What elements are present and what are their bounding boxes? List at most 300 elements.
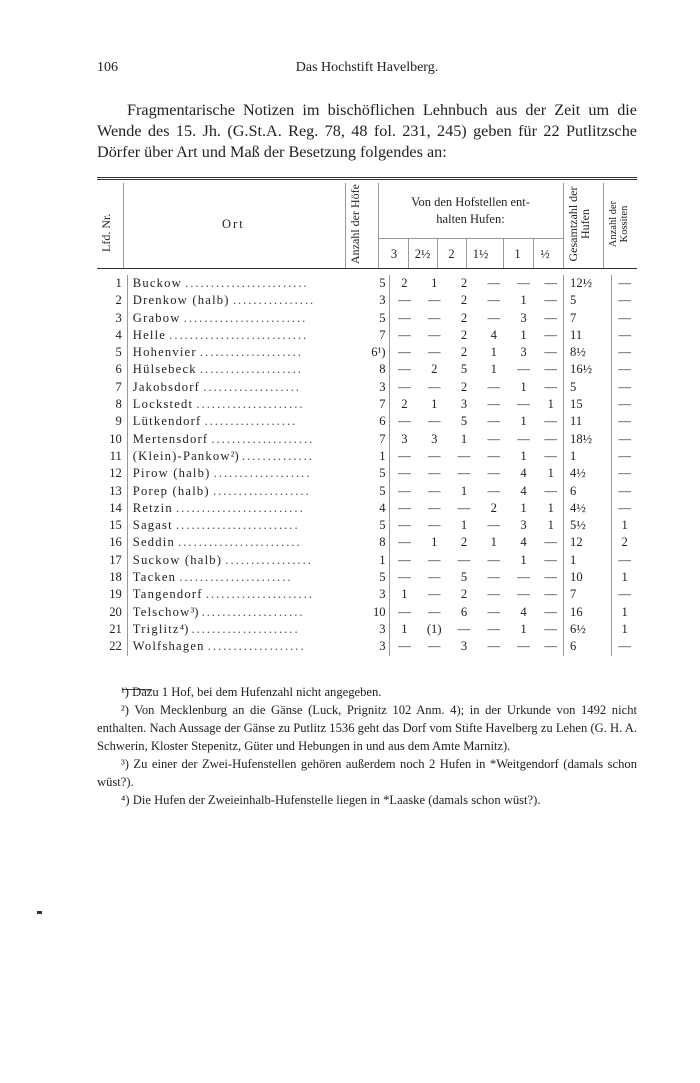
cell-h1: 3 — [520, 518, 527, 533]
cell-h1: 1 — [520, 621, 527, 636]
footnote-marker: ⁴) — [179, 621, 189, 636]
cell-kos: 1 — [621, 518, 628, 533]
cell-ges: 4½ — [564, 465, 612, 482]
leader-dots: ........................ — [176, 518, 300, 533]
cell-ah: 5 — [357, 517, 389, 534]
table-row — [97, 604, 637, 621]
cell-h25: — — [427, 587, 441, 602]
cell-h1: 3 — [520, 310, 527, 325]
cell-h2: 2 — [460, 345, 468, 360]
cell-h2: — — [457, 500, 471, 515]
cell-h1: 1 — [520, 500, 527, 515]
table-row — [97, 361, 637, 378]
cell-nr: 7 — [97, 379, 127, 396]
cell-kos: 1 — [621, 621, 628, 636]
cell-h1: 1 — [520, 293, 527, 308]
cell-hh: — — [538, 310, 563, 327]
cell-kos: 2 — [621, 535, 628, 550]
cell-h2: 5 — [460, 362, 468, 377]
cell-h1: 1 — [520, 552, 527, 567]
leader-dots: ........................ — [178, 535, 302, 550]
cell-hh: — — [538, 292, 563, 309]
header-divider — [603, 183, 604, 268]
cell-nr: 8 — [97, 396, 127, 413]
cell-h1: 4 — [520, 483, 527, 498]
header-divider — [563, 183, 564, 268]
table-body — [97, 275, 637, 656]
cell-h25: — — [427, 310, 441, 325]
cell-hh: — — [538, 569, 563, 586]
cell-ges: 11 — [564, 413, 612, 430]
cell-h2: — — [457, 448, 471, 463]
cell-h3: 2 — [401, 397, 408, 412]
cell-kos: — — [618, 500, 631, 515]
cell-h15: — — [487, 639, 501, 654]
cell-nr: 17 — [97, 552, 127, 569]
cell-nr: 2 — [97, 292, 127, 309]
cell-ort — [127, 552, 356, 569]
table-row — [97, 638, 637, 655]
cell-h25: — — [427, 604, 441, 619]
cell-nr: 21 — [97, 621, 127, 638]
leader-dots: .................... — [211, 431, 315, 446]
header-divider — [437, 238, 438, 268]
cell-nr: 20 — [97, 604, 127, 621]
cell-h15: — — [487, 518, 501, 533]
page-header — [97, 60, 637, 80]
cell-h25: 2 — [431, 362, 438, 377]
cell-hh: 1 — [538, 396, 563, 413]
cell-h2: 1 — [460, 431, 468, 446]
cell-h15: — — [487, 552, 501, 567]
header-divider — [466, 238, 467, 268]
header-ort: Ort — [222, 217, 245, 231]
cell-h25: — — [427, 639, 441, 654]
place-name: Retzin — [132, 500, 173, 515]
cell-h2: — — [457, 552, 471, 567]
header-divider — [408, 238, 409, 268]
cell-nr: 15 — [97, 517, 127, 534]
cell-hh: — — [538, 379, 563, 396]
cell-h2: 2 — [460, 587, 468, 602]
place-name: Buckow — [132, 276, 182, 290]
cell-h1: — — [517, 639, 530, 654]
cell-h1: 3 — [520, 345, 527, 360]
cell-ges: 11 — [564, 327, 612, 344]
place-name: Triglitz — [132, 621, 180, 636]
cell-h1: — — [517, 431, 530, 446]
cell-ah: 5 — [357, 465, 389, 482]
header-group-line1: Von den Hofstellen ent- — [411, 195, 530, 209]
cell-h2: — — [457, 621, 471, 636]
table-row — [97, 344, 637, 361]
header-h2: 2 — [448, 247, 455, 261]
cell-h3: — — [398, 518, 411, 533]
cell-ges: 4½ — [564, 500, 612, 517]
cell-h2: 2 — [460, 379, 468, 394]
cell-nr: 11 — [97, 448, 127, 465]
cell-ah: 7 — [357, 431, 389, 448]
cell-h1: 1 — [520, 448, 527, 463]
leader-dots: ..................... — [196, 397, 305, 412]
cell-h15: 1 — [490, 535, 497, 550]
cell-ges: 15 — [564, 396, 612, 413]
cell-ges: 6 — [564, 638, 612, 655]
footnote: ⁴) Die Hufen der Zweieinhalb-Hufenstelle liegen in *Laaske (damals schon wüst?). — [121, 793, 541, 807]
cell-ort — [127, 569, 356, 586]
cell-h3: — — [398, 448, 411, 463]
cell-ah: 5 — [357, 310, 389, 327]
footnote: ¹) Dazu 1 Hof, bei dem Hufenzahl nicht angegeben. — [121, 685, 382, 699]
cell-h1: — — [517, 362, 530, 377]
cell-ah: 3 — [357, 586, 389, 603]
cell-hh: — — [538, 275, 563, 292]
leader-dots: ................... — [203, 379, 302, 394]
cell-ges: 12½ — [564, 275, 612, 292]
cell-hh: — — [538, 448, 563, 465]
cell-ah: 8 — [357, 361, 389, 378]
cell-ges: 7 — [564, 586, 612, 603]
cell-nr: 5 — [97, 344, 127, 361]
cell-hh: — — [538, 327, 563, 344]
cell-hh: — — [538, 431, 563, 448]
cell-kos: — — [618, 466, 631, 481]
leader-dots: .................. — [204, 414, 298, 429]
cell-ort — [127, 638, 356, 655]
cell-kos: — — [618, 397, 631, 412]
running-head: Das Hochstift Havelberg. — [295, 60, 439, 75]
cell-nr: 22 — [97, 638, 127, 655]
header-anzahl-hoefe: Anzahl der Höfe — [348, 184, 362, 264]
cell-h25: — — [427, 518, 441, 533]
cell-kos: — — [618, 310, 631, 325]
cell-ah: 7 — [357, 327, 389, 344]
cell-h15: — — [487, 414, 501, 429]
cell-nr: 16 — [97, 534, 127, 551]
table-row — [97, 431, 637, 448]
cell-ort — [127, 344, 356, 361]
header-divider — [123, 183, 124, 268]
header-h15: 1½ — [472, 247, 489, 261]
cell-ges: 1 — [564, 552, 612, 569]
cell-h25: — — [427, 466, 441, 481]
intro-paragraph — [97, 100, 637, 163]
footnote: ²) Von Mecklenburg an die Gänse (Luck, Prignitz 102 Anm. 4); in der Urkunde von 1492 nicht enthalten. Nach Aussage der Gänse zu Putlitz 1536 geht das Dorf vom Stifte Havelberg zu Lehen (G. H. A. Schwerin, Kloster Stepenitz, Güter und Hebungen in und aus dem Amte Marnitz). — [97, 703, 637, 753]
table-row — [97, 586, 637, 603]
footnote-marker: ³) — [190, 604, 199, 619]
cell-hh: — — [538, 604, 563, 621]
cell-h1: — — [517, 587, 530, 602]
cell-ges: 16½ — [564, 361, 612, 378]
place-name: Hohenvier — [132, 345, 197, 360]
cell-h25: 1 — [431, 276, 438, 290]
cell-ort — [127, 396, 356, 413]
header-gesamt: Gesamtzahl der Hufen — [566, 186, 592, 262]
header-group-line2: halten Hufen: — [436, 212, 505, 226]
cell-hh: — — [538, 621, 563, 638]
header-h1: 1 — [514, 247, 521, 261]
cell-ah: 5 — [357, 569, 389, 586]
cell-nr: 4 — [97, 327, 127, 344]
cell-kos: — — [618, 431, 631, 446]
cell-hh: — — [538, 483, 563, 500]
leader-dots: .................... — [199, 345, 303, 360]
cell-h3: — — [398, 604, 411, 619]
leader-dots: ................... — [212, 483, 311, 498]
footnote: ³) Zu einer der Zwei-Hufenstellen gehören außerdem noch 2 Hufen in *Weitgendorf (damals schon wüst?). — [97, 757, 637, 789]
leader-dots: ................... — [213, 466, 312, 481]
leader-dots: ........................ — [183, 310, 308, 325]
cell-h15: — — [487, 379, 501, 394]
cell-ah: 8 — [357, 534, 389, 551]
cell-kos: — — [618, 293, 631, 308]
cell-h15: — — [487, 293, 501, 308]
leader-dots: ......................... — [176, 500, 305, 515]
cell-kos: — — [618, 587, 631, 602]
cell-h1: 4 — [520, 535, 527, 550]
table-row — [97, 517, 637, 534]
cell-kos: — — [618, 345, 631, 360]
place-name: Lockstedt — [132, 397, 194, 412]
header-h25: 2½ — [414, 247, 431, 261]
cell-h1: 1 — [520, 327, 527, 342]
cell-kos: — — [618, 362, 631, 377]
cell-h15: — — [487, 466, 501, 481]
cell-h15: 2 — [490, 500, 497, 515]
cell-ort — [127, 534, 356, 551]
table-row — [97, 569, 637, 586]
cell-nr: 9 — [97, 413, 127, 430]
cell-h3: — — [398, 293, 411, 308]
cell-h3: — — [398, 483, 411, 498]
cell-h15: — — [487, 431, 501, 446]
cell-ges: 16 — [564, 604, 612, 621]
cell-hh: — — [538, 361, 563, 378]
leader-dots: ..................... — [205, 587, 314, 602]
header-divider — [533, 238, 534, 268]
cell-h2: 2 — [460, 293, 468, 308]
table-row — [97, 621, 637, 638]
cell-hh: 1 — [538, 500, 563, 517]
cell-h3: — — [398, 379, 411, 394]
cell-ort — [127, 413, 356, 430]
cell-kos: — — [618, 448, 631, 463]
place-name: Pirow (halb) — [132, 466, 211, 481]
cell-ah: 6¹) — [357, 344, 389, 361]
cell-ort — [127, 292, 356, 309]
cell-ges: 6 — [564, 483, 612, 500]
cell-kos: — — [618, 379, 631, 394]
data-table — [97, 275, 637, 656]
cell-nr: 13 — [97, 483, 127, 500]
cell-h3: — — [398, 535, 411, 550]
cell-h15: — — [487, 310, 501, 325]
cell-ges: 5 — [564, 292, 612, 309]
cell-kos: — — [618, 639, 631, 654]
table-row — [97, 534, 637, 551]
place-name: Suckow (halb) — [132, 552, 223, 567]
cell-h1: 1 — [520, 414, 527, 429]
cell-h25: — — [427, 327, 441, 342]
cell-h15: — — [487, 604, 501, 619]
cell-h25: 3 — [431, 431, 438, 446]
cell-ah: 5 — [357, 275, 389, 292]
place-name: Grabow — [132, 310, 181, 325]
cell-h25: — — [427, 552, 441, 567]
cell-ah: 3 — [357, 638, 389, 655]
cell-ges: 8½ — [564, 344, 612, 361]
leader-dots: ..................... — [191, 621, 300, 636]
cell-h2: 5 — [460, 570, 468, 585]
place-name: Tangendorf — [132, 587, 203, 602]
cell-ges: 5½ — [564, 517, 612, 534]
cell-h25: (1) — [426, 621, 442, 636]
header-divider — [503, 238, 504, 268]
cell-nr: 18 — [97, 569, 127, 586]
cell-h1: — — [517, 276, 530, 290]
cell-nr: 3 — [97, 310, 127, 327]
cell-h25: — — [427, 448, 441, 463]
place-name: Seddin — [132, 535, 175, 550]
cell-ah: 1 — [357, 448, 389, 465]
cell-h25: — — [427, 379, 441, 394]
table-row — [97, 310, 637, 327]
cell-ah: 3 — [357, 379, 389, 396]
cell-h1: — — [517, 397, 530, 412]
leader-dots: ........................... — [169, 327, 309, 342]
cell-hh: 1 — [538, 517, 563, 534]
cell-ort — [127, 327, 356, 344]
cell-ort — [127, 500, 356, 517]
table-row — [97, 552, 637, 569]
footnotes — [97, 683, 637, 809]
cell-h15: 4 — [490, 327, 497, 342]
page-number: 106 — [97, 60, 118, 75]
intro-text: Fragmentarische Notizen im bischöflichen Lehnbuch aus der Zeit um die Wende des 15. Jh. (G.St.A. Reg. 78, 48 fol. 231, 245) geben für 22 Putlitzsche Dörfer über Art und Maß der Besetzung folgendes an: — [97, 101, 637, 161]
table-top-rule — [97, 177, 637, 180]
cell-h3: — — [398, 362, 411, 377]
cell-h25: 1 — [431, 535, 438, 550]
place-name: Wolfshagen — [132, 639, 205, 654]
cell-h2: 1 — [460, 518, 468, 533]
cell-h3: — — [398, 345, 411, 360]
cell-nr: 6 — [97, 361, 127, 378]
header-divider — [378, 183, 379, 268]
cell-ort — [127, 431, 356, 448]
cell-ort — [127, 465, 356, 482]
cell-ah: 1 — [357, 552, 389, 569]
cell-ah: 6 — [357, 413, 389, 430]
cell-h3: 1 — [401, 621, 408, 636]
leader-dots: ................ — [232, 293, 316, 308]
cell-h2: 3 — [460, 639, 468, 654]
cell-kos: — — [618, 483, 631, 498]
cell-hh: — — [538, 413, 563, 430]
cell-ort — [127, 379, 356, 396]
cell-nr: 12 — [97, 465, 127, 482]
table-row — [97, 379, 637, 396]
cell-h3: 3 — [401, 431, 408, 446]
cell-kos: — — [618, 552, 631, 567]
group-underline — [378, 238, 563, 239]
cell-h3: — — [398, 639, 411, 654]
table-row — [97, 465, 637, 482]
place-name: Porep (halb) — [132, 483, 210, 498]
cell-hh: — — [538, 586, 563, 603]
table-header-rule — [97, 268, 637, 269]
cell-ort — [127, 604, 356, 621]
cell-hh: — — [538, 344, 563, 361]
cell-hh: — — [538, 552, 563, 569]
cell-ort — [127, 448, 356, 465]
cell-h15: — — [487, 483, 501, 498]
cell-h15: — — [487, 587, 501, 602]
table-row — [97, 327, 637, 344]
cell-nr: 19 — [97, 586, 127, 603]
place-name: Helle — [132, 327, 167, 342]
cell-ges: 1 — [564, 448, 612, 465]
table-row — [97, 500, 637, 517]
cell-h3: — — [398, 500, 411, 515]
cell-nr: 1 — [97, 275, 127, 292]
leader-dots: ...................... — [179, 570, 293, 585]
cell-h1: 4 — [520, 466, 527, 481]
cell-nr: 14 — [97, 500, 127, 517]
table-row — [97, 396, 637, 413]
cell-ah: 7 — [357, 396, 389, 413]
cell-h25: — — [427, 483, 441, 498]
cell-ah: 5 — [357, 483, 389, 500]
place-name: Mertensdorf — [132, 431, 209, 446]
cell-h25: — — [427, 570, 441, 585]
header-h3: 3 — [390, 247, 398, 261]
place-name: Tacken — [132, 570, 177, 585]
cell-h2: 2 — [460, 276, 468, 290]
cell-h3: — — [398, 327, 411, 342]
cell-ort — [127, 361, 356, 378]
table-row — [97, 483, 637, 500]
cell-ort — [127, 275, 356, 292]
table-row — [97, 413, 637, 430]
cell-h15: — — [487, 448, 501, 463]
cell-hh: — — [538, 638, 563, 655]
cell-ah: 10 — [357, 604, 389, 621]
cell-ges: 7 — [564, 310, 612, 327]
cell-h3: — — [398, 414, 411, 429]
cell-h2: 2 — [460, 327, 468, 342]
cell-h3: — — [398, 552, 411, 567]
place-name: Telschow — [132, 604, 191, 619]
leader-dots: .................... — [201, 604, 305, 619]
cell-kos: — — [618, 276, 631, 290]
cell-ort — [127, 310, 356, 327]
place-name: (Klein)-Pankow — [132, 448, 231, 463]
leader-dots: ................... — [207, 639, 306, 654]
leader-dots: .................... — [199, 362, 303, 377]
place-name: Sagast — [132, 518, 173, 533]
cell-h2: 2 — [460, 535, 468, 550]
cell-h2: 1 — [460, 483, 468, 498]
cell-h2: 3 — [460, 397, 468, 412]
leader-dots: ........................ — [185, 276, 309, 290]
cell-h25: — — [427, 414, 441, 429]
cell-h3: — — [398, 310, 411, 325]
cell-h25: — — [427, 293, 441, 308]
cell-h15: 1 — [490, 345, 497, 360]
footnote-marker: ²) — [230, 448, 239, 463]
cell-kos: — — [618, 327, 631, 342]
cell-h25: 1 — [431, 397, 438, 412]
